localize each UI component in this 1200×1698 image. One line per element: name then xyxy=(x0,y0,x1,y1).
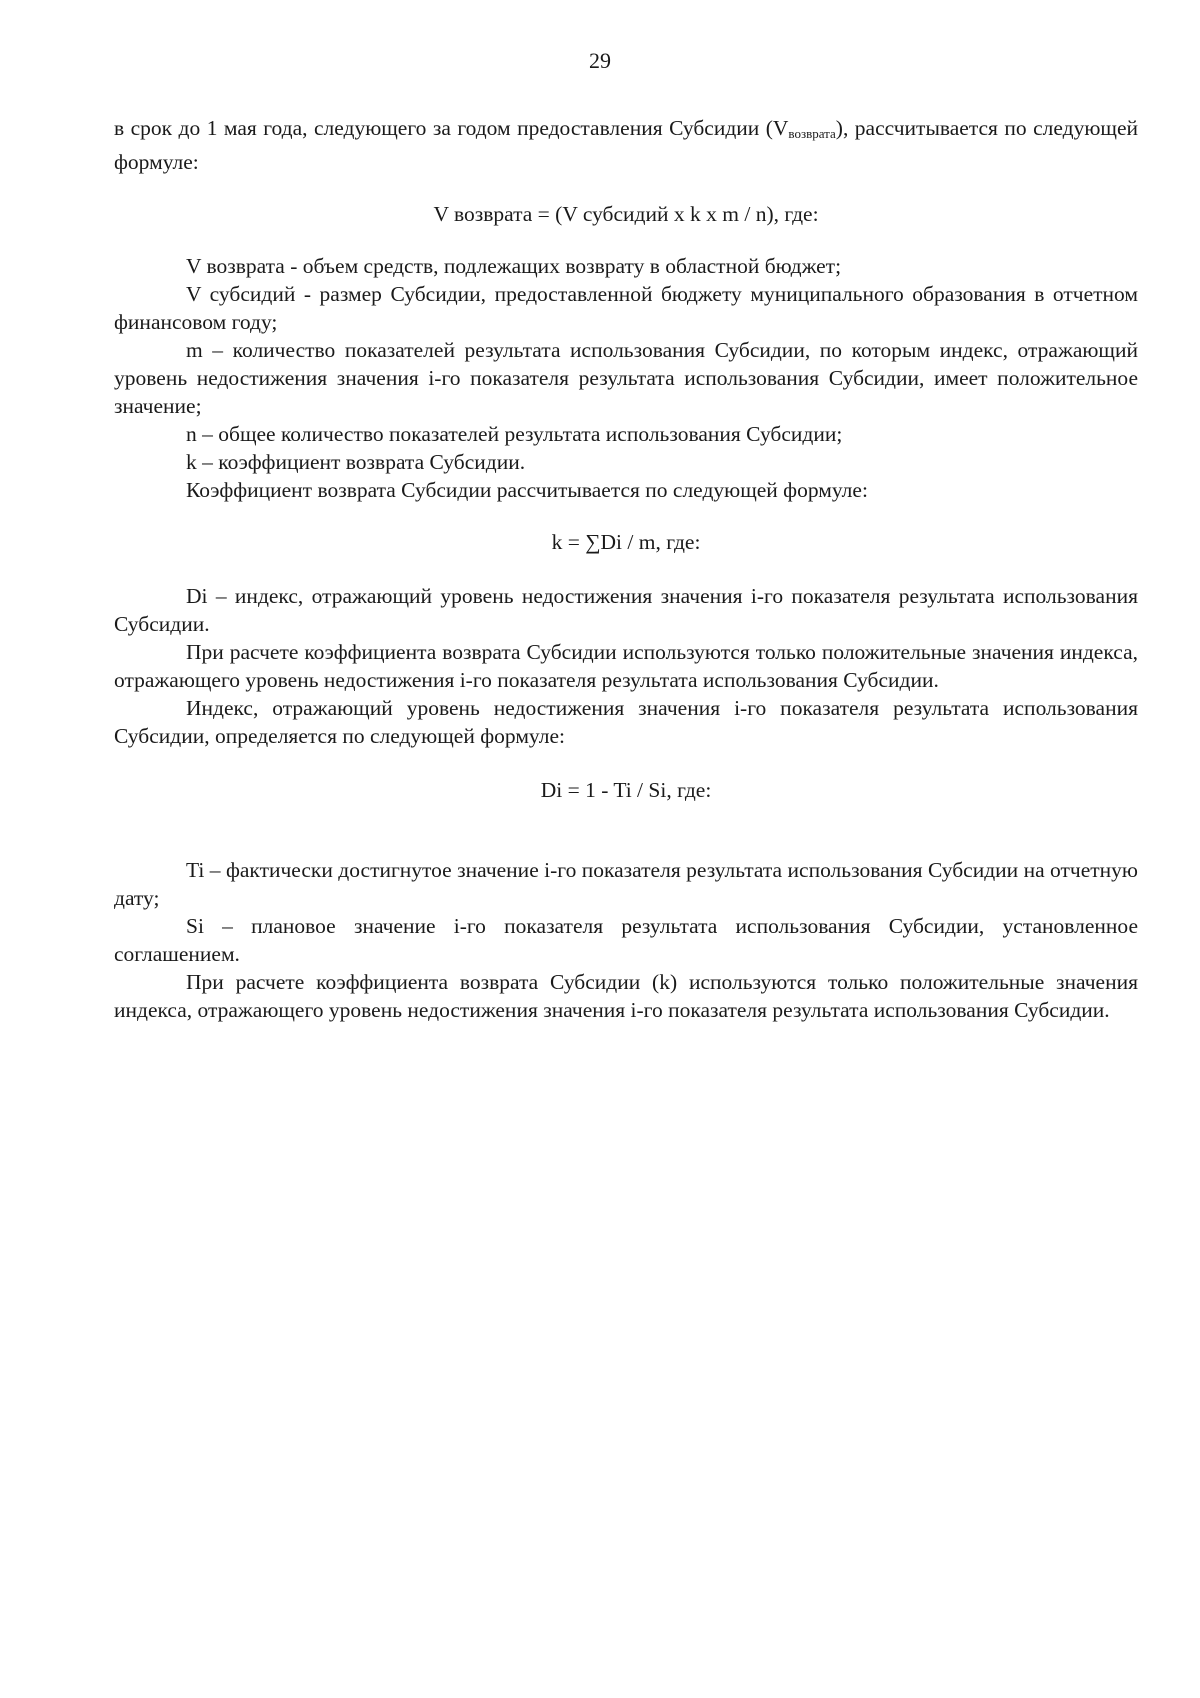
definition-paragraph: Ti – фактически достигнутое значение i-го показателя результата использования Субсидии на отчетную дату; xyxy=(114,858,1138,910)
definition-paragraph: n – общее количество показателей результата использования Субсидии; xyxy=(186,422,843,446)
definition-paragraph: m – количество показателей результата использования Субсидии, по которым индекс, отражающий уровень недостижения значения i-го показателя результата использования Субсидии, имеет положительное значение; xyxy=(114,338,1138,418)
formula-index: Di = 1 - Ti / Si, где: xyxy=(540,778,712,802)
definition-paragraph: Di – индекс, отражающий уровень недостижения значения i-го показателя результата использования Субсидии. xyxy=(114,584,1138,636)
definition-paragraph: k – коэффициент возврата Субсидии. xyxy=(186,450,526,474)
intro-subscript: возврата xyxy=(788,126,836,141)
definition-paragraph: V возврата - объем средств, подлежащих возврату в областной бюджет; xyxy=(186,254,842,278)
page-number: 29 xyxy=(589,48,611,73)
definition-paragraph: При расчете коэффициента возврата Субсидии (k) используются только положительные значения индекса, отражающего уровень недостижения значения i-го показателя результата использования Субсидии. xyxy=(114,970,1138,1022)
definition-paragraph: Коэффициент возврата Субсидии рассчитывается по следующей формуле: xyxy=(186,478,868,502)
document-body xyxy=(114,114,1138,1024)
definition-paragraph: Индекс, отражающий уровень недостижения значения i-го показателя результата использования Субсидии, определяется по следующей формуле: xyxy=(114,696,1138,748)
definition-paragraph: При расчете коэффициента возврата Субсидии используются только положительные значения индекса, отражающего уровень недостижения i-го показателя результата использования Субсидии. xyxy=(114,640,1138,692)
intro-text: в срок до 1 мая года, следующего за годом предоставления Субсидии (V xyxy=(114,116,789,140)
definition-paragraph: Si – плановое значение i-го показателя результата использования Субсидии, установленное соглашением. xyxy=(114,914,1138,966)
formula-return-coefficient: k = ∑Di / m, где: xyxy=(551,530,701,554)
intro-text-end: ), рассчитывается по следующей формуле: xyxy=(114,116,1138,174)
definition-paragraph: V субсидий - размер Субсидии, предоставленной бюджету муниципального образования в отчетном финансовом году; xyxy=(114,282,1138,334)
formula-return-volume: V возврата = (V субсидий x k x m / n), где: xyxy=(433,202,819,226)
intro-paragraph xyxy=(114,114,1138,176)
